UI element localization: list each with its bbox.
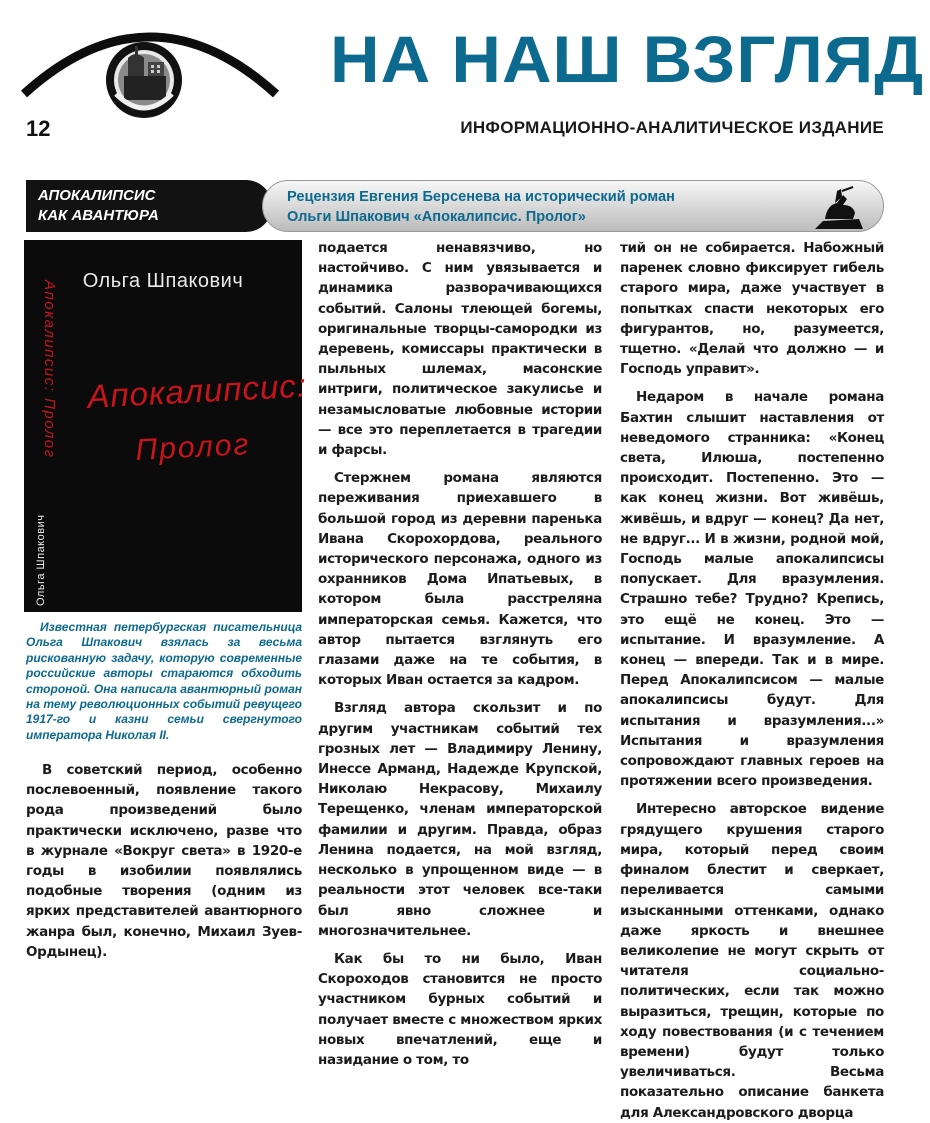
cover-caption: Известная петербургская писательница Ольга Шпакович взялась за весьма рискованную задачу, которую современные российские авторы стараются обходить стороной. Она написала авантюрный роман на тему революционных событий ревущего 1917-го и казни семьи свергнутого императора Николая II. [26,620,302,742]
paragraph: Взгляд автора скользит и по другим участникам событий тех грозных лет — Владимиру Ленину, Инессе Арманд, Надежде Крупской, Николаю Некрасову, Михаилу Терещенко, членам императорской фамилии и другим. Правда, образ Ленина подается, на мой взгляд, несколько в упрощенном виде — в реальности этот человек все-таки был явно сложнее и многозначительнее. [318,700,602,939]
eye-cityscape-logo-icon [20,10,280,120]
paragraph: Интересно авторское видение грядущего крушения старого мира, который перед своим финалом блестит и сверкает, переливается самыми изысканными оттенками, однако даже яркость и внешнее великолепие не могут скрыть от читателя социально-политических, если так можно выразиться, трещин, которые по ходу повествования (и с течением времени) будут только увеличиваться. Весьма показательно описание банкета для Александровского дворца [620,801,884,1121]
paragraph: тий он не собирается. Набожный паренек словно фиксирует гибель старого мира, даже участвует в попытках спасти некоторых его фигурантов, но, разумеется, тщетно. «Делай что должно — и Господь управит». [620,240,884,378]
paragraph: Стержнем романа являются переживания приехавшего в большой город из деревни паренька Ивана Скорохордова, реального исторического персонажа, одного из охранников Дома Ипатьевых, в котором была расстреляна императорская семья. Кажется, что автор пытается взглянуть его глазами даже на те события, в которых Иван остается за кадром. [318,470,602,689]
masthead-logo [20,10,280,120]
cover-spine-white-text: Ольга Шпакович [35,514,47,606]
cover-spine-red-text: Апокалипсис: Пролог [41,280,58,459]
paragraph: В советский период, особенно послевоенный, появление такого рода произведений было практически исключено, разве что в журнале «Вокруг света» в 1920-е годы в изобилии появлялись подобные творения (одним из ярких представителей авантюрного жанра был, конечно, Михаил Зуев-Ордынец). [26,762,302,960]
cover-title [84,366,308,520]
article-column-3 [620,238,884,1121]
masthead-subtitle: ИНФОРМАЦИОННО-АНАЛИТИЧЕСКОЕ ИЗДАНИЕ [460,118,884,137]
review-title-line-1: Рецензия Евгения Берсенева на исторический роман [287,189,675,205]
bronze-horseman-icon [809,183,869,231]
cover-spine-white-author [28,488,50,608]
rubric-line-1: АПОКАЛИПСИС [38,187,156,204]
rubric-label [26,180,272,232]
review-title-line-2: Ольги Шпакович «Апокалипсис. Пролог» [287,209,586,225]
cover-title-line-2: Пролог [134,428,252,467]
masthead-title: НА НАШ ВЗГЛЯД [330,22,925,96]
review-title [287,187,817,227]
paragraph: Недаром в начале романа Бахтин слышит наставления от неведомого странника: «Конец света, Илюша, постепенно происходит. Постепенно. Это — как конец жизни. Вот живёшь, живёшь, и вдруг — конец? Да нет, не вдруг... И в жизни, родной мой, Господь малые апокалипсисы попускает. Для вразумления. Страшно тебе? Трудно? Крепись, это ещё не конец. Это — испытание. И вразумление. А конец — впереди. Так и в мире. Перед Апокалипсисом — малые апокалипсисы будут. Для испытания и вразумления...» Испытания и вразумления сопровождают главных героев на протяжении всего произведения. [620,389,884,790]
rubric-line-2: КАК АВАНТЮРА [38,207,159,224]
article-column-2 [318,238,602,1068]
paragraph: Как бы то ни было, Иван Скороходов становится не просто участником бурных событий и получает вместе с множеством ярких новых впечатлений, еще и назидание о том, то [318,950,602,1068]
article-column-1 [26,760,302,960]
cover-title-line-1: Апокалипсис: [86,366,308,415]
page-number: 12 [26,116,51,141]
review-header-bar [262,180,884,232]
book-cover-image [24,240,308,612]
cover-author: Ольга Шпакович [82,270,244,292]
paragraph: подается ненавязчиво, но настойчиво. С ним увязывается и динамика разворачивающихся событий. Салоны тлеющей богемы, оригинальные творцы-самородки из деревень, комиссары практически в пыльных шлемах, масонские интриги, политическое закулисье и незамысловатые любовные истории — все это переплетается в трагедии и фарсы. [318,240,602,459]
